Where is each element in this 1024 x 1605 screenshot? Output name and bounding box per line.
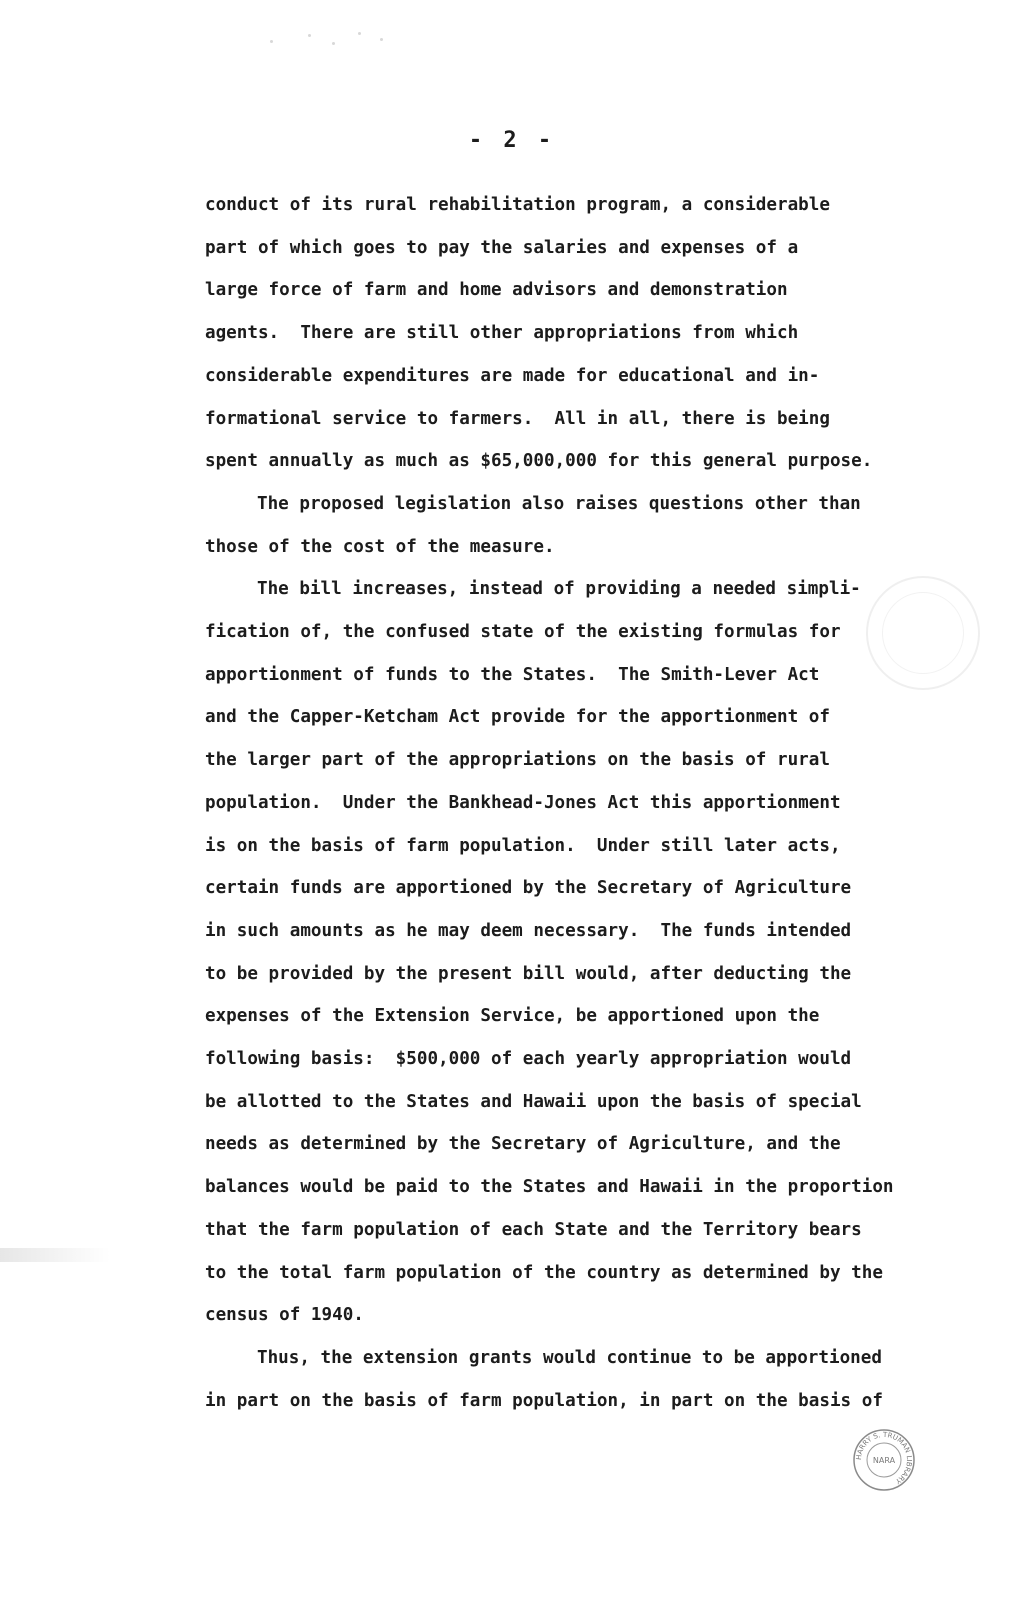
text-line: certain funds are apportioned by the Secretary of Agriculture bbox=[205, 878, 852, 899]
scan-specks bbox=[260, 28, 420, 48]
text-line: in such amounts as he may deem necessary. The funds intended bbox=[205, 920, 852, 941]
page-number: - 2 - bbox=[468, 128, 556, 153]
text-line: formational service to farmers. All in all, there is being bbox=[205, 408, 830, 429]
text-line: is on the basis of farm population. Under still later acts, bbox=[205, 835, 841, 856]
text-line: population. Under the Bankhead-Jones Act this apportionment bbox=[205, 792, 841, 813]
text-line: The bill increases, instead of providing a needed simpli- bbox=[257, 579, 861, 600]
text-line: apportionment of funds to the States. The Smith-Lever Act bbox=[205, 664, 820, 685]
text-line: and the Capper-Ketcham Act provide for the apportionment of bbox=[205, 707, 830, 728]
text-line: that the farm population of each State and the Territory bears bbox=[205, 1219, 862, 1240]
text-line: the larger part of the appropriations on the basis of rural bbox=[205, 750, 830, 771]
library-seal-stamp bbox=[852, 1428, 916, 1492]
text-line: following basis: $500,000 of each yearly appropriation would bbox=[205, 1049, 852, 1070]
body-text bbox=[205, 184, 905, 1422]
text-line: spent annually as much as $65,000,000 for this general purpose. bbox=[205, 451, 873, 472]
text-line: agents. There are still other appropriations from which bbox=[205, 323, 799, 344]
text-line: to be provided by the present bill would, after deducting the bbox=[205, 963, 852, 984]
text-line: needs as determined by the Secretary of Agriculture, and the bbox=[205, 1134, 841, 1155]
text-line: expenses of the Extension Service, be apportioned upon the bbox=[205, 1006, 820, 1027]
text-line: balances would be paid to the States and Hawaii in the proportion bbox=[205, 1177, 894, 1198]
text-line: to the total farm population of the country as determined by the bbox=[205, 1262, 883, 1283]
seal-center-text: NARA bbox=[872, 1456, 896, 1465]
text-line: fication of, the confused state of the existing formulas for bbox=[205, 622, 841, 643]
text-line: part of which goes to pay the salaries and expenses of a bbox=[205, 237, 799, 258]
text-line: large force of farm and home advisors and demonstration bbox=[205, 280, 788, 301]
text-line: in part on the basis of farm population, in part on the basis of bbox=[205, 1390, 883, 1411]
text-line: considerable expenditures are made for educational and in- bbox=[205, 365, 820, 386]
faint-stamp bbox=[866, 576, 980, 690]
text-line: census of 1940. bbox=[205, 1305, 364, 1326]
scan-mark bbox=[0, 1248, 110, 1262]
text-line: those of the cost of the measure. bbox=[205, 536, 555, 557]
text-line: Thus, the extension grants would continue to be apportioned bbox=[257, 1347, 882, 1368]
text-line: conduct of its rural rehabilitation program, a considerable bbox=[205, 195, 830, 215]
seal-text: HARRY S. TRUMAN LIBRARY bbox=[854, 1430, 914, 1486]
text-line: be allotted to the States and Hawaii upon the basis of special bbox=[205, 1091, 862, 1112]
text-line: The proposed legislation also raises questions other than bbox=[257, 493, 861, 514]
